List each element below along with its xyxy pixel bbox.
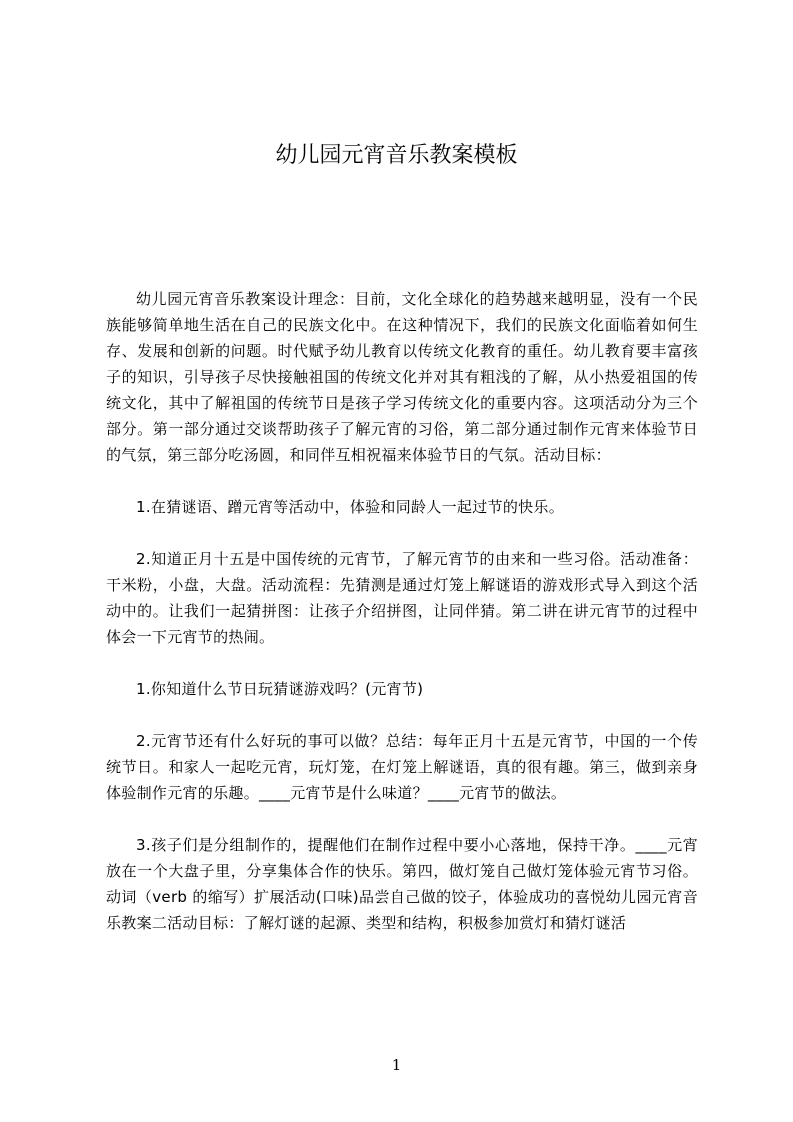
paragraph-design-concept: 幼儿园元宵音乐教案设计理念：目前，文化全球化的趋势越来越明显，没有一个民族能够简单地生活在自己的民族文化中。在这种情况下，我们的民族文化面临着如何生存、发展和创新的问题。时代赋予幼儿教育以传统文化教育的重任。幼儿教育要丰富孩子的知识，引导孩子尽快接触祖国的传统文化并对其有粗浅的了解，从小热爱祖国的传统文化，其中了解祖国的传统节日是孩子学习传统文化的重要内容。这项活动分为三个部分。第一部分通过交谈帮助孩子了解元宵的习俗，第二部分通过制作元宵来体验节日的气氛，第三部分吃汤圆，和同伴互相祝福来体验节日的气氛。活动目标： [106, 290, 698, 464]
document-title: 幼儿园元宵音乐教案模板 [275, 143, 518, 168]
page-number: 1 [391, 1056, 402, 1074]
paragraph-goal-1: 1.在猜谜语、蹭元宵等活动中，体验和同龄人一起过节的快乐。 [136, 498, 565, 516]
paragraph-question-1: 1.你知道什么节日玩猜谜游戏吗？(元宵节) [136, 680, 424, 698]
paragraph-question-2: 2.元宵节还有什么好玩的事可以做？总结：每年正月十五是元宵节，中国的一个传统节日。和家人一起吃元宵，玩灯笼，在灯笼上解谜语，真的很有趣。第三，做到亲身体验制作元宵的乐趣。____元宵节是什么味道？____元宵节的做法。 [106, 732, 698, 802]
paragraph-goal-2: 2.知道正月十五是中国传统的元宵节，了解元宵节的由来和一些习俗。活动准备：干米粉，小盘，大盘。活动流程：先猜测是通过灯笼上解谜语的游戏形式导入到这个活动中的。让我们一起猜拼图：让孩子介绍拼图，让同伴猜。第二讲在讲元宵节的过程中体会一下元宵节的热闹。 [106, 550, 698, 646]
document-body [106, 286, 698, 962]
paragraph-step-3: 3.孩子们是分组制作的，提醒他们在制作过程中要小心落地，保持干净。____元宵放在一个大盘子里，分享集体合作的快乐。第四，做灯笼自己做灯笼体验元宵节习俗。动词（verb 的缩写）扩展活动(口味)品尝自己做的饺子，体验成功的喜悦幼儿园元宵音乐教案二活动目标：了解灯谜的起源、类型和结构，积极参加赏灯和猜灯谜活 [106, 836, 698, 932]
